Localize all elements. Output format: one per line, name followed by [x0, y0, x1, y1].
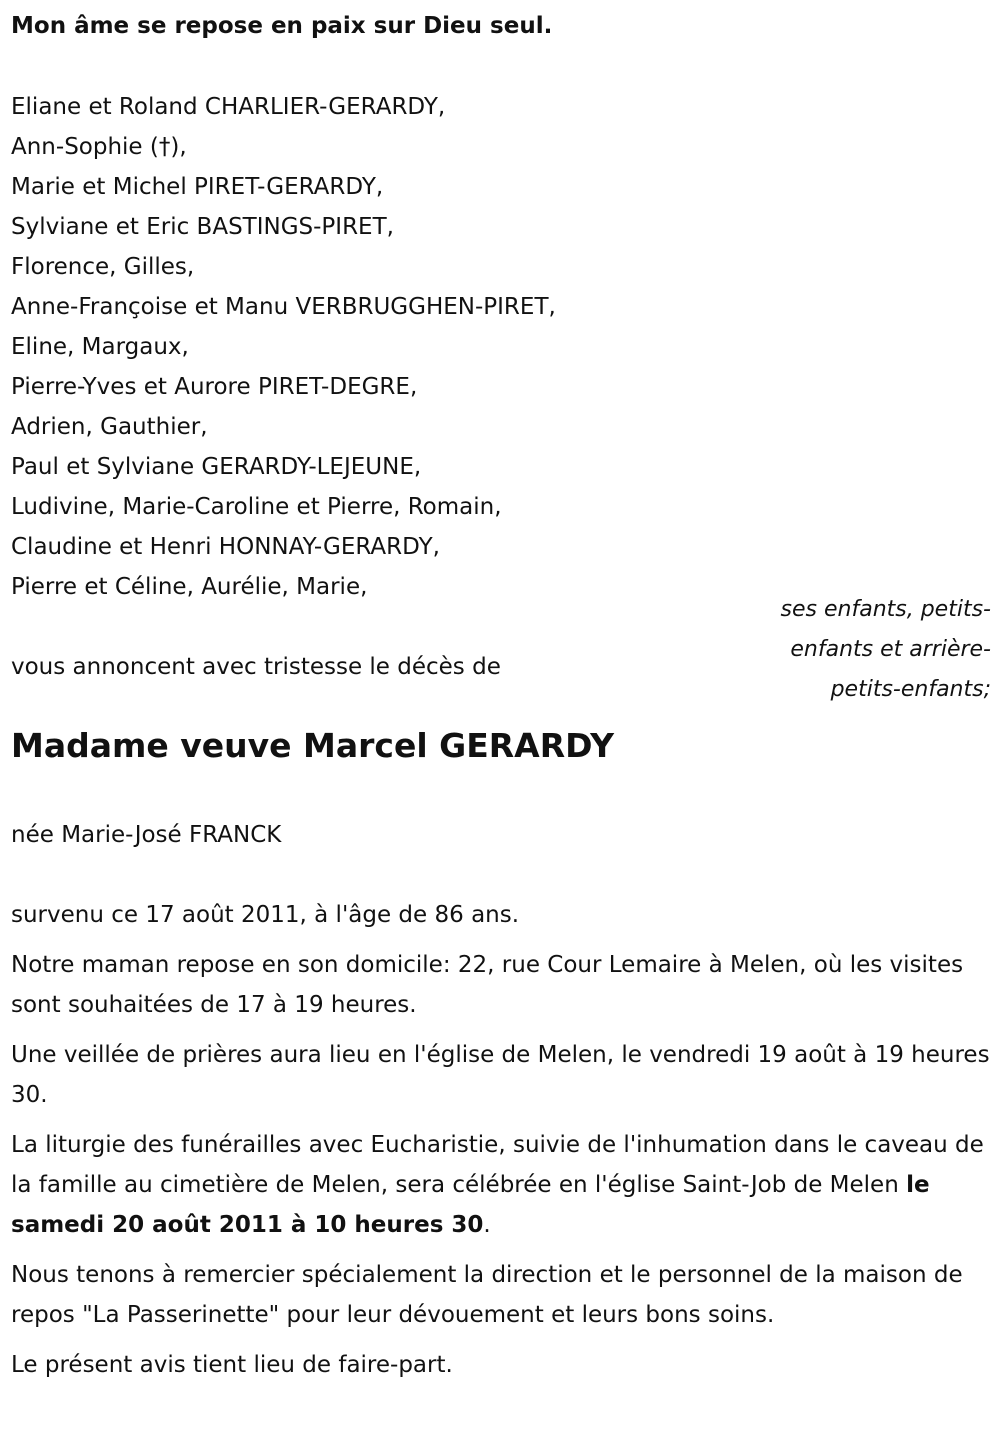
maiden-name: née Marie-José FRANCK — [11, 822, 282, 848]
funeral-end: . — [483, 1212, 491, 1238]
visitation-paragraph: Notre maman repose en son domicile: 22, rue Cour Lemaire à Melen, où les visites sont souhaitées de 17 à 19 heures. — [11, 952, 964, 1018]
closing-paragraph: Le présent avis tient lieu de faire-part. — [11, 1352, 453, 1378]
family-line: Florence, Gilles, — [11, 254, 195, 280]
family-line: Claudine et Henri HONNAY-GERARDY, — [11, 534, 440, 560]
family-line: Eline, Margaux, — [11, 334, 189, 360]
family-line: Anne-Françoise et Manu VERBRUGGHEN-PIRET, — [11, 294, 556, 320]
funeral-paragraph — [11, 1125, 991, 1245]
family-line: Pierre-Yves et Aurore PIRET-DEGRE, — [11, 374, 418, 400]
family-line: Eliane et Roland CHARLIER-GERARDY, — [11, 94, 446, 120]
family-line: Marie et Michel PIRET-GERARDY, — [11, 174, 384, 200]
announcement-line: vous annoncent avec tristesse le décès de — [11, 654, 501, 680]
family-line: Adrien, Gauthier, — [11, 414, 208, 440]
family-line: Paul et Sylviane GERARDY-LEJEUNE, — [11, 454, 422, 480]
family-line: Sylviane et Eric BASTINGS-PIRET, — [11, 214, 394, 240]
family-line: Ann-Sophie (†), — [11, 134, 187, 160]
deceased-name: Madame veuve Marcel GERARDY — [11, 726, 615, 765]
notice-body — [11, 895, 991, 1395]
family-line: Ludivine, Marie-Caroline et Pierre, Romain, — [11, 494, 502, 520]
funeral-date: le samedi 20 août 2011 à 10 heures 30 — [11, 1172, 930, 1238]
vigil-paragraph: Une veillée de prières aura lieu en l'église de Melen, le vendredi 19 août à 19 heures 30. — [11, 1042, 990, 1108]
funeral-text: La liturgie des funérailles avec Eucharistie, suivie de l'inhumation dans le caveau de la famille au cimetière de Melen, sera célébrée en l'église Saint-Job de Melen — [11, 1132, 984, 1198]
family-list — [11, 87, 711, 607]
death-date-paragraph: survenu ce 17 août 2011, à l'âge de 86 ans. — [11, 902, 520, 928]
thanks-paragraph: Nous tenons à remercier spécialement la direction et le personnel de la maison de repos "La Passerinette" pour leur dévouement et leurs bons soins. — [11, 1262, 963, 1328]
relation-note: ses enfants, petits-enfants et arrière-petits-enfants; — [780, 597, 991, 702]
family-line: Pierre et Céline, Aurélie, Marie, — [11, 574, 368, 600]
epigraph: Mon âme se repose en paix sur Dieu seul. — [11, 13, 553, 39]
